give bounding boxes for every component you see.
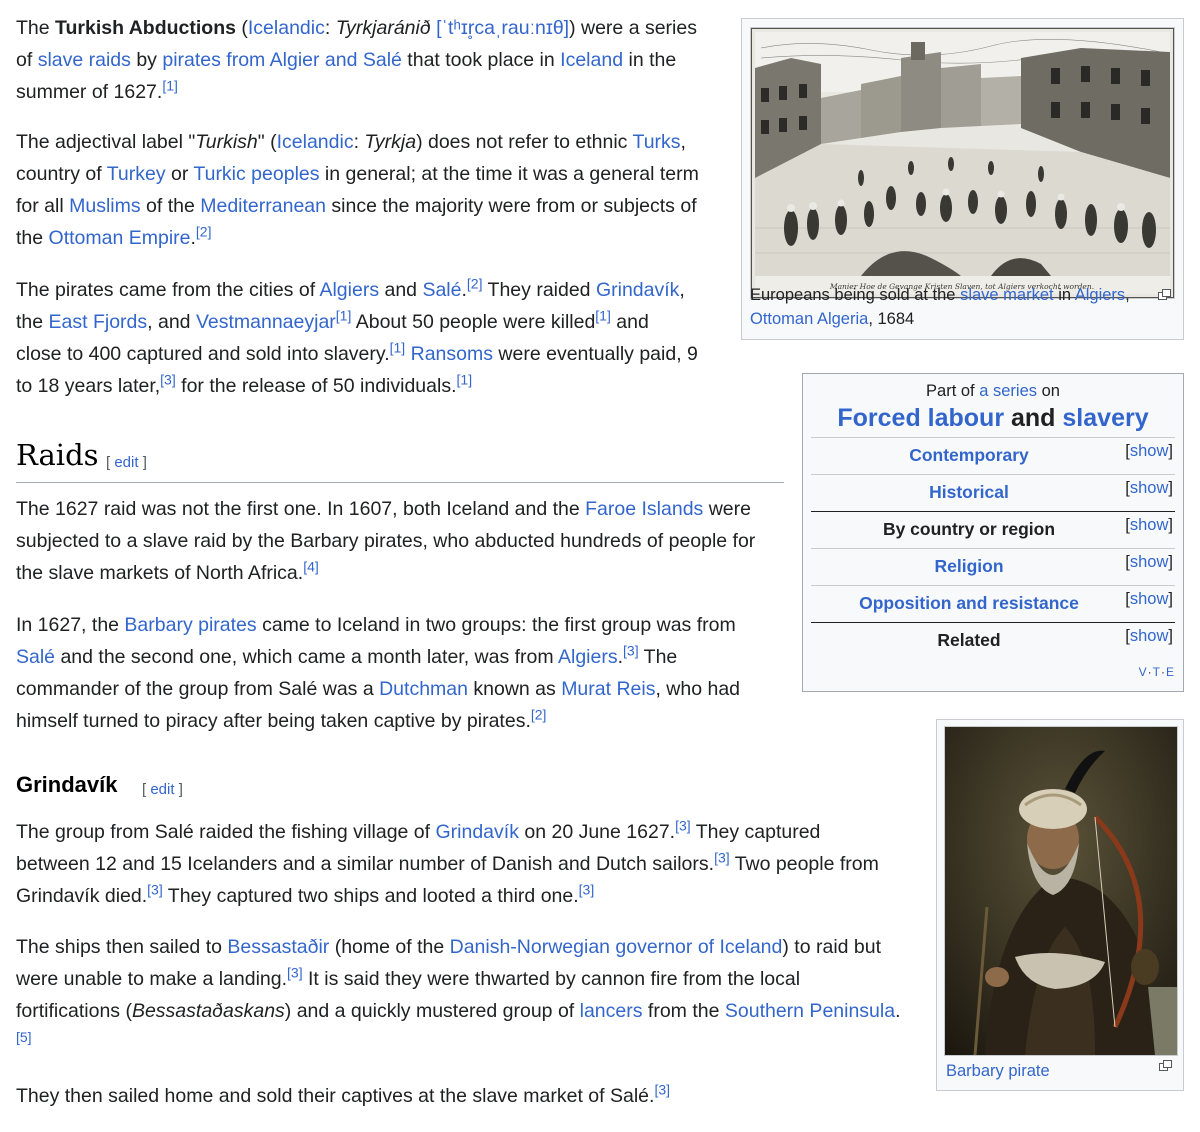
link-southern-peninsula[interactable]: Southern Peninsula — [724, 1000, 896, 1022]
link-grindavik-2[interactable]: Grindavík — [435, 821, 519, 843]
show-toggle[interactable]: [show] — [1125, 442, 1173, 460]
link-ipa[interactable]: [ˈtʰɪr̥caˌrauːnɪθ] — [436, 17, 570, 39]
link-a-series[interactable]: a series — [979, 382, 1038, 400]
link-lancers[interactable]: lancers — [579, 1000, 643, 1022]
link-icelandic-2[interactable]: Icelandic — [276, 131, 354, 153]
barbary-pirate-image[interactable] — [944, 726, 1178, 1056]
raids-paragraph-2: In 1627, the Barbary pirates came to Iceland in two groups: the first group was from Salé and the second one, which came a month later, was from Algiers.[3] The commander of the group from Salé was a Dutchman known as Murat Reis, who had himself turned to piracy after being taken captive by pirates.[2] — [16, 614, 741, 732]
link-bessastadir[interactable]: Bessastaðir — [227, 936, 330, 958]
intro-paragraph-1: The Turkish Abductions (Icelandic: Tyrkjaránið [ˈtʰɪr̥caˌrauːnɪθ]) were a series of slave raids by pirates from Algier and Salé that took place in Iceland in the summer of 1627.[1] — [16, 17, 697, 103]
series-sidebar-navbox — [802, 373, 1184, 692]
navbox-row-historical[interactable] — [811, 474, 1175, 512]
link-slave-raids[interactable]: slave raids — [37, 49, 131, 71]
heading-grindavik-text: Grindavík — [16, 772, 118, 797]
link-algiers-caption[interactable]: Algiers — [1074, 286, 1126, 304]
ref-1[interactable]: [1] — [389, 339, 406, 356]
vte-edit-link[interactable]: E — [1165, 665, 1175, 679]
show-toggle[interactable]: [show] — [1125, 553, 1173, 571]
intro-paragraph-2: The adjectival label "Turkish" (Icelandic: Tyrkja) does not refer to ethnic Turks, country of Turkey or Turkic peoples in general; at the time it was a general term for all Muslims of the Mediterranean since the majority were from or subjects of the Ottoman Empire.[2] — [16, 131, 699, 249]
navbox-row-opposition[interactable] — [811, 585, 1175, 623]
ref-1[interactable]: [1] — [456, 371, 473, 388]
show-toggle[interactable]: [show] — [1125, 479, 1173, 497]
engraving-illustration — [751, 28, 1174, 298]
edit-section-raids: [ edit ] — [106, 454, 147, 471]
link-dutchman[interactable]: Dutchman — [379, 678, 468, 700]
pirate-painting-illustration — [945, 727, 1177, 1055]
link-barbary-pirates[interactable]: Barbary pirates — [124, 614, 257, 636]
ref-3[interactable]: [3] — [160, 371, 176, 388]
intro-paragraph-3: The pirates came from the cities of Algiers and Salé.[2] They raided Grindavík, the East Fjords, and Vestmannaeyjar[1] About 50 people were killed[1] and close to 400 captured and sold into slavery.[1] Ransoms were eventually paid, 9 to 18 years later,[3] for the release of 50 individuals.[1] — [16, 275, 698, 397]
link-barbary-pirate[interactable]: Barbary pirate — [946, 1062, 1050, 1080]
link-east-fjords[interactable]: East Fjords — [48, 311, 148, 333]
show-toggle[interactable]: [show] — [1125, 590, 1173, 608]
heading-raids-text: Raids — [16, 438, 99, 472]
figure-slave-market — [741, 18, 1184, 340]
navbox-row-label[interactable]: Contemporary — [909, 445, 1029, 465]
figure-caption-barbary-pirate — [946, 1059, 1050, 1083]
link-muslims[interactable]: Muslims — [69, 195, 141, 217]
ref-3[interactable]: [3] — [147, 881, 163, 898]
ref-4[interactable]: [4] — [303, 558, 319, 575]
navbox-row-religion[interactable] — [811, 548, 1175, 586]
link-murat-reis[interactable]: Murat Reis — [561, 678, 656, 700]
grindavik-paragraph-1: The group from Salé raided the fishing village of Grindavík on 20 June 1627.[3] They captured between 12 and 15 Icelanders and a similar number of Danish and Dutch sailors.[3] Two people from Grindavík died.[3] They captured two ships and looted a third one.[3] — [16, 817, 879, 907]
link-ottoman-empire[interactable]: Ottoman Empire — [48, 227, 191, 249]
enlarge-icon[interactable] — [1159, 1060, 1172, 1071]
show-toggle[interactable]: [show] — [1125, 516, 1173, 534]
edit-link-grindavik[interactable]: edit — [150, 781, 175, 798]
link-slavery[interactable]: slavery — [1062, 404, 1149, 432]
ref-3[interactable]: [3] — [287, 964, 303, 981]
ref-3[interactable]: [3] — [578, 881, 595, 898]
grindavik-paragraph-2: The ships then sailed to Bessastaðir (home of the Danish-Norwegian governor of Iceland) to raid but were unable to make a landing.[3] It is said they were thwarted by cannon fire from the local fortifications (Bessastaðaskans) and a quickly mustered group of lancers from the Southern Peninsula. [5] — [16, 936, 901, 1045]
link-sale-2[interactable]: Salé — [16, 646, 56, 668]
ref-3[interactable]: [3] — [714, 849, 730, 866]
link-pirates[interactable]: pirates from Algier and Salé — [162, 49, 402, 71]
engraving-caption-text: Manier Hoe de Gevange Kristen Slaven, tot Algiers verkocht worden. — [829, 282, 1095, 291]
ref-2[interactable]: [2] — [466, 275, 483, 292]
navbox-title: Forced labour and slavery — [837, 404, 1149, 432]
link-turkic-peoples[interactable]: Turkic peoples — [193, 163, 320, 185]
edit-link-raids[interactable]: edit — [114, 454, 139, 471]
link-slave-market[interactable]: slave market — [960, 286, 1054, 304]
ref-3[interactable]: [3] — [623, 642, 639, 659]
ref-2[interactable]: [2] — [195, 223, 212, 240]
navbox-row-related[interactable] — [811, 622, 1175, 660]
grindavik-paragraph-3: They then sailed home and sold their captives at the slave market of Salé.[3] — [16, 1081, 671, 1107]
ref-1[interactable]: [1] — [335, 307, 352, 324]
link-ransoms[interactable]: Ransoms — [410, 343, 493, 365]
link-vestmannaeyjar[interactable]: Vestmannaeyjar — [195, 311, 336, 333]
ref-3[interactable]: [3] — [654, 1081, 671, 1098]
link-algiers-2[interactable]: Algiers — [557, 646, 618, 668]
link-icelandic[interactable]: Icelandic — [247, 17, 325, 39]
link-algiers[interactable]: Algiers — [319, 279, 380, 301]
enlarge-icon[interactable] — [1158, 289, 1171, 300]
navbox-row-label: Related — [937, 630, 1001, 650]
navbox-vte-links: V·T·E — [1138, 665, 1175, 679]
navbox-row-contemporary[interactable] — [811, 437, 1175, 475]
ref-2[interactable]: [2] — [530, 706, 547, 723]
engraving-image[interactable] — [750, 27, 1175, 299]
navbox-row-label[interactable]: Religion — [934, 556, 1004, 576]
vte-talk-link[interactable]: T — [1152, 665, 1161, 679]
link-grindavik[interactable]: Grindavík — [595, 279, 680, 301]
show-toggle[interactable]: [show] — [1125, 627, 1173, 645]
ref-1[interactable]: [1] — [162, 77, 178, 94]
article-title-bold: Turkish Abductions — [55, 17, 236, 39]
ref-5[interactable]: [5] — [16, 1029, 32, 1045]
figure-caption-slave-market: Europeans being sold at the slave market in Algiers, Ottoman Algeria, 1684 — [750, 286, 1130, 328]
link-mediterranean[interactable]: Mediterranean — [200, 195, 326, 217]
ref-1[interactable]: [1] — [595, 307, 611, 324]
navbox-above-text: Part of a series on — [926, 382, 1060, 400]
link-iceland[interactable]: Iceland — [560, 49, 624, 71]
ref-3[interactable]: [3] — [675, 817, 691, 834]
raids-paragraph-1: The 1627 raid was not the first one. In 1607, both Iceland and the Faroe Islands were subjected to a slave raid by the Barbary pirates, who abducted hundreds of people for the slave markets of North Africa.[4] — [16, 498, 756, 584]
link-forced-labour[interactable]: Forced labour — [837, 404, 1005, 432]
vte-view-link[interactable]: V — [1138, 665, 1148, 679]
link-turkey[interactable]: Turkey — [106, 163, 166, 185]
navbox-row-by-country[interactable] — [811, 511, 1175, 549]
link-ottoman-algeria[interactable]: Ottoman Algeria — [750, 310, 869, 328]
link-faroe-islands[interactable]: Faroe Islands — [585, 498, 704, 520]
link-sale[interactable]: Salé — [422, 279, 462, 301]
section-heading-raids — [16, 436, 784, 483]
navbox-row-label[interactable]: Opposition and resistance — [859, 593, 1079, 613]
navbox-row-label[interactable]: Historical — [929, 482, 1009, 502]
navbox-row-label: By country or region — [882, 519, 1056, 539]
figure-barbary-pirate — [936, 719, 1184, 1091]
link-danish-norwegian-governor[interactable]: Danish-Norwegian governor of Iceland — [449, 936, 783, 958]
link-turks[interactable]: Turks — [632, 131, 681, 153]
edit-section-grindavik: [ edit ] — [142, 781, 183, 798]
